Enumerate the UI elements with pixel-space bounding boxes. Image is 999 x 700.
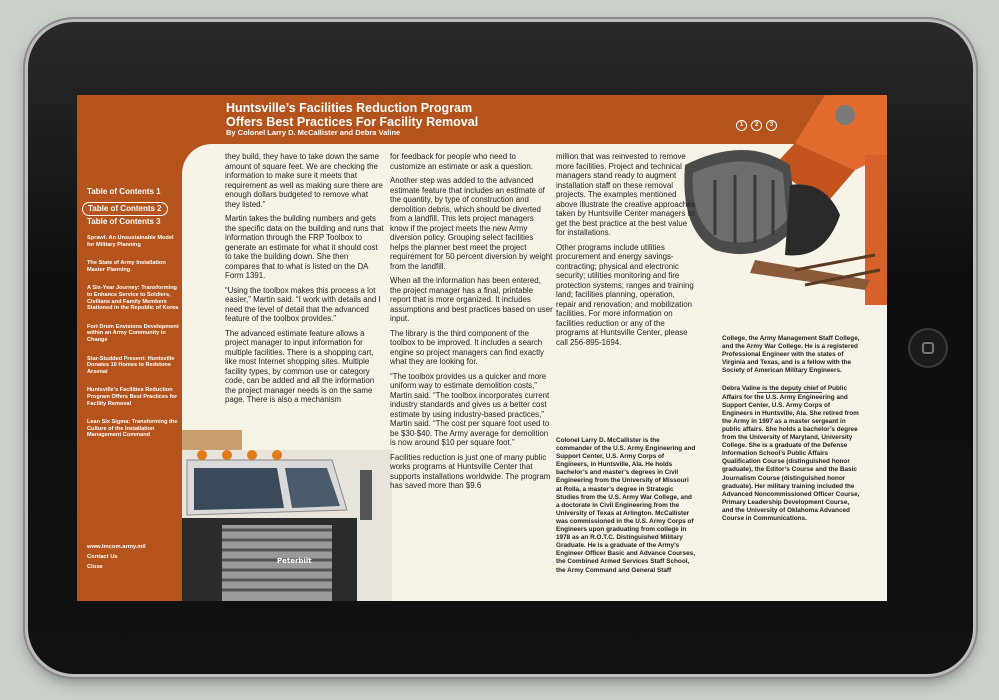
website-link[interactable]: www.imcom.army.mil: [87, 544, 146, 550]
article-column-3: [556, 152, 696, 352]
article-link[interactable]: A Six-Year Journey: Transforming to Enhance Service to Soldiers, Civilians and Family Members Stationed in the Republic of Korea: [87, 285, 179, 312]
toc-nav: [87, 186, 179, 228]
home-square-icon: [922, 342, 934, 354]
article-link[interactable]: Fort Drum Envisions Development within an Army Community in Change: [87, 323, 179, 343]
paragraph: they build, they have to take down the same amount of square feet. We are checking the information to make sure it meets that requirement as well as making sure there are enough dollars budgeted to remove what they listed.”: [225, 152, 383, 209]
article-link[interactable]: Star-Studded Present: Huntsville Donates 10 Homes to Redstone Arsenal: [87, 355, 175, 375]
paragraph: Martin takes the building numbers and gets the specific data on the building and runs that information through the FRP Toolbox to generate an estimate for what it should cost to take the building down. She then compares that to what is listed on the DA Form 1391.: [225, 214, 384, 280]
footer-links: [87, 542, 146, 572]
byline: By Colonel Larry D. McCallister and Debra Valine: [226, 128, 401, 137]
article-column-2: [390, 152, 553, 496]
article-column-1: [225, 152, 385, 410]
author-bio-mccallister: [556, 437, 696, 583]
article-link-current[interactable]: Huntsville’s Facilities Reduction Program Offers Best Practices for Facility Removal: [87, 387, 178, 407]
paragraph: The library is the third component of the toolbox to be improved. It includes a search engine so project managers can find exactly what they are looking for.: [390, 328, 544, 366]
toc-link-1[interactable]: Table of Contents 1: [87, 187, 161, 196]
home-button[interactable]: [908, 328, 948, 368]
page-3-button[interactable]: 3: [766, 120, 777, 131]
paragraph: The advanced estimate feature allows a project manager to input information for multiple facilities. There is a shopping cart, like most Internet shopping sites. Multiple facility types, by common use or category code, can be added and all the information the project manager needs is on the same page. There is also a mechanism: [225, 328, 375, 404]
truck-image: [182, 430, 392, 601]
paragraph: for feedback for people who need to customize an estimate or ask a question.: [390, 152, 533, 171]
bio-paragraph: Colonel Larry D. McCallister is the commander of the U.S. Army Engineering and Support Center, U.S. Army Corps of Engineers, in Huntsville, Ala. He holds bachelor’s and master’s degrees in Civil Engineering from the University of Missouri at Rolla, a master’s degree in Strategic Studies from the U.S. Army War College, and a doctorate in Civil Engineering from the University of Texas at Arlington. McCallister was commissioned in the U.S. Army Corps of Engineers upon graduating from college in 1978 as an R.O.T.C. Distinguished Military Graduate. He is a graduate of the Army’s Engineer Officer Basic and Advance Courses, the Combined Armed Services Staff School, the Army Command and General Staff: [556, 437, 696, 574]
article-list: [87, 235, 179, 451]
bio-paragraph-valine: Debra Valine is the deputy chief of Public Affairs for the U.S. Army Engineering and Support Center, U.S. Army Corps of Engineers in Huntsville, Ala. She retired from the Army in 1997 as a master sergeant in public affairs. She holds a bachelor’s degree from the University of Maryland, University College. She is a graduate of the Defense Information School’s Public Affairs Qualification Course (distinguished honor graduate), the Editor’s Course and the Basic Journalism Course (distinguished honor graduate). Her military training included the Advanced Noncommissioned Officer Course, Primary Leadership Development Course, and the University of Oklahoma Advanced Course in Communications.: [722, 385, 860, 522]
paragraph: Another step was added to the advanced estimate feature that includes an estimate of the quantity, by type of construction and demolition debris, which should be diverted from a landfill. This lets project managers know if the project meets the new Army diversion policy. Grouping select facilities helps the planner best meet the project requirement for 50 percent diversion by weight from the landfill.: [390, 176, 553, 271]
title-line-2: Offers Best Practices For Facility Removal: [226, 115, 479, 129]
paragraph: Facilities reduction is just one of many public works programs at Huntsville Center that supports installations worldwide. The program has saved more than $9.6: [390, 452, 551, 490]
title-line-1: Huntsville’s Facilities Reduction Program: [226, 101, 473, 115]
author-bio-continued: [722, 335, 862, 531]
paragraph: million that was reinvested to remove more facilities. Project and technical managers stand ready to augment installation staff on these removal projects. The examples mentioned above illustrate the creative approaches taken by Huntsville Center managers to get the best practice at the best value for installations.: [556, 152, 696, 237]
article-link[interactable]: The State of Army Installation Master Planning: [87, 260, 166, 273]
excavator-image: [675, 95, 887, 305]
truck-badge-text: Peterbilt: [277, 557, 312, 565]
bio-divider: [757, 392, 822, 393]
contact-us-link[interactable]: Contact Us: [87, 554, 118, 560]
article-link[interactable]: Lean Six Sigma: Transforming the Culture of the Installation Management Command: [87, 419, 178, 439]
close-link[interactable]: Close: [87, 564, 103, 570]
page-pager: [736, 120, 777, 131]
paragraph: When all the information has been entered, the project manager has a final, printable report that is more organized. It includes assumptions and best practices based on user input.: [390, 276, 553, 323]
bio-paragraph: College, the Army Management Staff College, and the Army War College. He is a registered Professional Engineer with the states of Virginia and Texas, and is a fellow with the Society of American Military Engineers.: [722, 335, 860, 375]
article-link[interactable]: Sprawl: An Unsustainable Model for Military Planning: [87, 235, 174, 248]
article-title: [226, 101, 478, 129]
paragraph: Other programs include utilities procurement and energy savings-contracting; physical and electronic security; utilities monitoring and fire protection systems; ranges and training land; facilities planning, operation, repair and renovation; and mobilization facilities. For more information on facilities reduction or any of the programs at Huntsville Center, please call 256-895-1694.: [556, 242, 694, 347]
magazine-screen: [77, 95, 887, 601]
page-2-button[interactable]: 2: [751, 120, 762, 131]
toc-link-3[interactable]: Table of Contents 3: [87, 217, 161, 226]
toc-link-2[interactable]: Table of Contents 2: [82, 202, 168, 216]
paragraph: “The toolbox provides us a quicker and more uniform way to estimate demolition costs,” Martin said. “The toolbox incorporates current industry standards and gives us a better cost estimate by using industry-based practices,” Martin said. “The cost per square foot used to be $30-$40. The Army average for demolition is now around $10 per square foot.”: [390, 371, 550, 447]
page-1-button[interactable]: 1: [736, 120, 747, 131]
paragraph: “Using the toolbox makes this process a lot easier,” Martin said. “I work with details and I need the level of detail that the advanced feature of the toolbox provides.”: [225, 285, 381, 323]
